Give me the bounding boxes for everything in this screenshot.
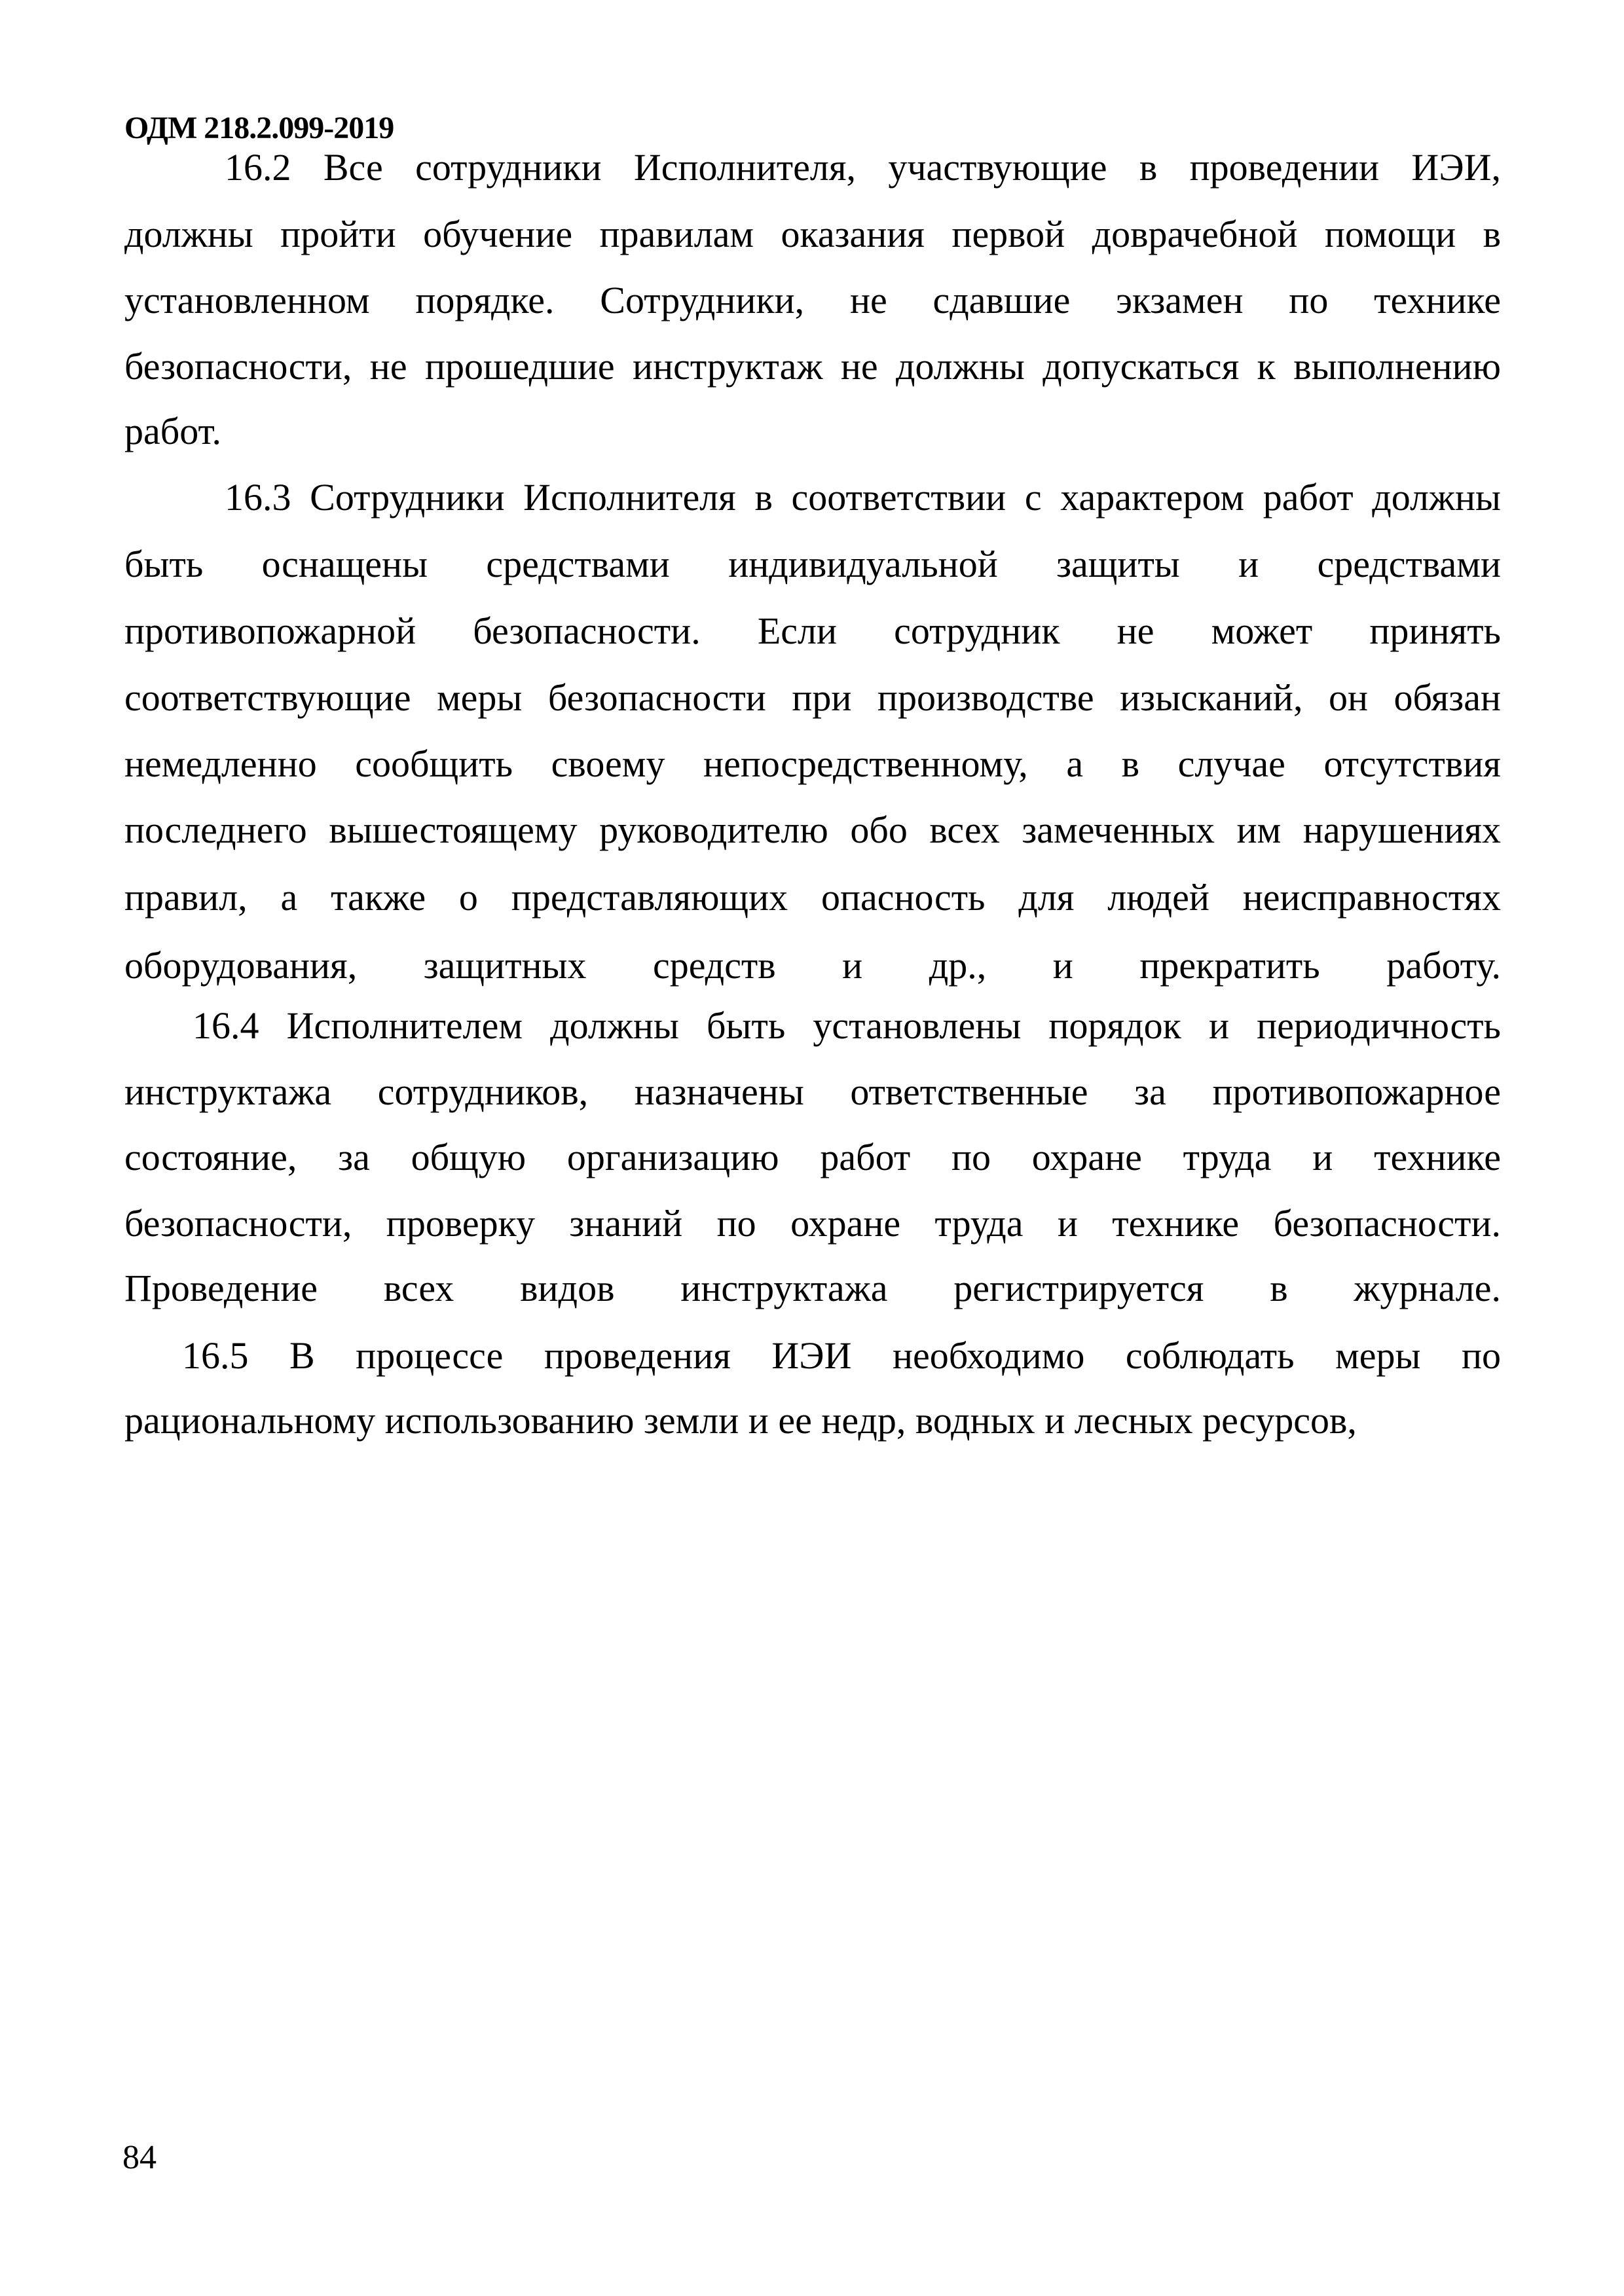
paragraph-line: оборудования, защитных средств и др., и прекратить работу. xyxy=(124,944,1501,987)
paragraph-line: состояние, за общую организацию работ по охране труда и технике xyxy=(124,1136,1501,1178)
paragraph-line: работ. xyxy=(124,410,221,452)
paragraph-line: должны пройти обучение правилам оказания первой доврачебной помощи в xyxy=(124,213,1501,255)
paragraph-line: немедленно сообщить своему непосредственному, а в случае отсутствия xyxy=(124,742,1501,785)
paragraph-line: соответствующие меры безопасности при производстве изысканий, он обязан xyxy=(124,676,1501,719)
paragraph-line: 16.2 Все сотрудники Исполнителя, участвующие в проведении ИЭИ, xyxy=(225,146,1501,189)
page-number: 84 xyxy=(122,2139,157,2176)
paragraph-line: рациональному использованию земли и ее недр, водных и лесных ресурсов, xyxy=(124,1399,1357,1442)
paragraph-line: установленном порядке. Сотрудники, не сдавшие экзамен по технике xyxy=(124,279,1501,321)
paragraph-line: последнего вышестоящему руководителю обо всех замеченных им нарушениях xyxy=(124,809,1501,851)
paragraph-line: правил, а также о представляющих опасность для людей неисправностях xyxy=(124,876,1501,919)
paragraph-line: быть оснащены средствами индивидуальной защиты и средствами xyxy=(124,543,1501,585)
paragraph-line: безопасности, не прошедшие инструктаж не должны допускаться к выполнению xyxy=(124,345,1501,388)
paragraph-line: 16.3 Сотрудники Исполнителя в соответствии с характером работ должны xyxy=(225,476,1501,519)
document-code-header: ОДМ 218.2.099-2019 xyxy=(124,111,394,145)
paragraph-line: 16.5 В процессе проведения ИЭИ необходимо соблюдать меры по xyxy=(182,1334,1501,1377)
paragraph-line: противопожарной безопасности. Если сотрудник не может принять xyxy=(124,610,1501,652)
paragraph-line: безопасности, проверку знаний по охране труда и технике безопасности. xyxy=(124,1202,1501,1245)
paragraph-line: Проведение всех видов инструктажа регистрируется в журнале. xyxy=(124,1267,1501,1309)
paragraph-line: инструктажа сотрудников, назначены ответственные за противопожарное xyxy=(124,1070,1501,1113)
paragraph-line: 16.4 Исполнителем должны быть установлены порядок и периодичность xyxy=(193,1004,1501,1047)
